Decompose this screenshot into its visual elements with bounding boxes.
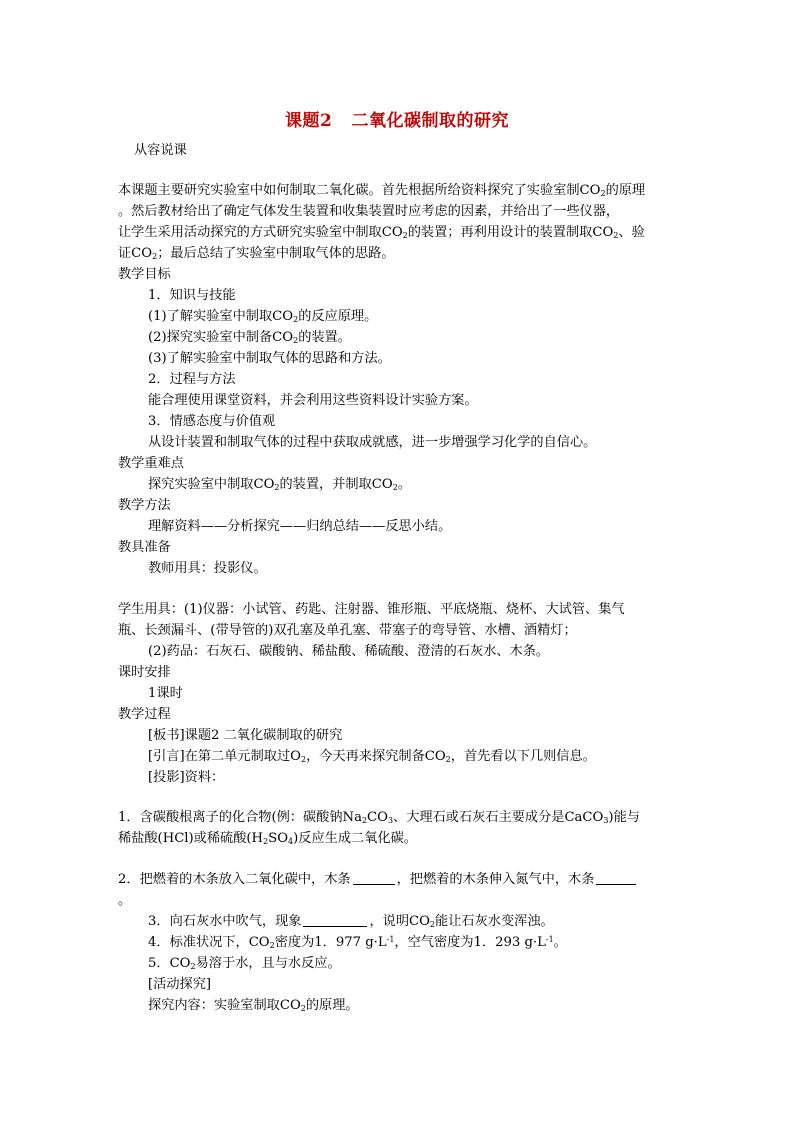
answer-blank[interactable] <box>353 870 395 885</box>
info-5: 5．$CO_2$易溶于水，且与水反应。 <box>148 956 341 971</box>
goal-emotion-1: 从设计装置和制取气体的过程中获取成就感，进一步增强学习化学的自信心。 <box>148 435 597 450</box>
process-projection: [投影]资料： <box>148 770 225 785</box>
prep-student-line-1: 学生用具：(1)仪器：小试管、药匙、注射器、锥形瓶、平底烧瓶、烧杯、大试管、集气 <box>118 602 625 617</box>
answer-blank[interactable] <box>303 912 367 927</box>
info-3: 3．向石灰水中吹气，现象 ，说明$CO_2$能让石灰水变浑浊。 <box>148 914 554 929</box>
goal-process-title: 2．过程与方法 <box>148 372 236 387</box>
goal-process-1: 能合理使用课堂资料，并会利用这些资料设计实验方案。 <box>148 393 478 408</box>
info-2-line-1: 2．把燃着的木条放入二氧化碳中，木条 ，把燃着的木条伸入氮气中，木条 <box>118 870 638 890</box>
key-heading: 教学重难点 <box>118 456 184 471</box>
method-heading: 教学方法 <box>118 498 171 513</box>
key-line-1: 探究实验室中制取$CO_2$的装置，并制取$CO_2$。 <box>148 477 411 492</box>
process-heading: 教学过程 <box>118 707 171 722</box>
schedule-line-1: 1课时 <box>148 686 183 701</box>
schedule-heading: 课时安排 <box>118 665 171 680</box>
info-2-line-2: 。 <box>118 893 132 908</box>
info-1-line-2: 稀盐酸(HCl)或稀硫酸$(H_2SO_4)$反应生成二氧化碳。 <box>118 831 417 846</box>
answer-blank[interactable] <box>596 870 636 885</box>
prep-student-line-2: 瓶、长颈漏斗、(带导管的)双孔塞及单孔塞、带塞子的弯导管、水槽、酒精灯； <box>118 623 577 638</box>
subtitle: 从容说课 <box>134 143 187 158</box>
goal-knowledge-title: 1．知识与技能 <box>148 288 236 303</box>
goals-heading: 教学目标 <box>118 267 171 282</box>
info-1-line-1: 1．含碳酸根离子的化合物(例：碳酸钠$Na_2CO_3$、大理石或石灰石主要成分是CaCO$_3$)能与 <box>118 810 640 825</box>
prep-student-line-3: (2)药品：石灰石、碳酸钠、稀盐酸、稀硫酸、澄清的石灰水、木条。 <box>148 644 550 659</box>
intro-line-3: 让学生采用活动探究的方式研究实验室中制取$CO_2$的装置；再利用设计的装置制取$CO_2$、验 <box>118 225 645 240</box>
intro-line-4: 证$CO_2$；最后总结了实验室中制取气体的思路。 <box>118 246 395 261</box>
activity-content: 探究内容：实验室制取$CO_2$的原理。 <box>148 998 359 1013</box>
goal-knowledge-3: (3)了解实验室中制取气体的思路和方法。 <box>148 351 391 366</box>
intro-line-2: 。然后教材给出了确定气体发生装置和收集装置时应考虑的因素，并给出了一些仪器， <box>118 204 620 219</box>
page-title: 课题2 二氧化碳制取的研究 <box>284 111 510 131</box>
goal-emotion-title: 3．情感态度与价值观 <box>148 414 276 429</box>
goal-knowledge-1: (1)了解实验室中制取$CO_2$的反应原理。 <box>148 309 378 324</box>
process-board: [板书]课题2 二氧化碳制取的研究 <box>148 728 343 743</box>
activity-heading: [活动探究] <box>148 977 212 992</box>
goal-knowledge-2: (2)探究实验室中制备$CO_2$的装置。 <box>148 330 351 345</box>
intro-line-1: 本课题主要研究实验室中如何制取二氧化碳。首先根据所给资料探究了实验室制$CO_2$的原理 <box>118 183 646 198</box>
prep-teacher: 教师用具：投影仪。 <box>148 561 267 576</box>
method-line-1: 理解资料——分析探究——归纳总结——反思小结。 <box>148 519 452 534</box>
info-4: 4．标准状况下，$CO_2$密度为1．977 $g\cdot L^{-1}$，空气密度为1．293 $g\cdot L^{-1}$。 <box>148 935 567 950</box>
prep-heading: 教具准备 <box>118 540 171 555</box>
process-intro: [引言]在第二单元制取过$O_2$，今天再来探究制备$CO_2$，首先看以下几则信息。 <box>148 749 596 764</box>
